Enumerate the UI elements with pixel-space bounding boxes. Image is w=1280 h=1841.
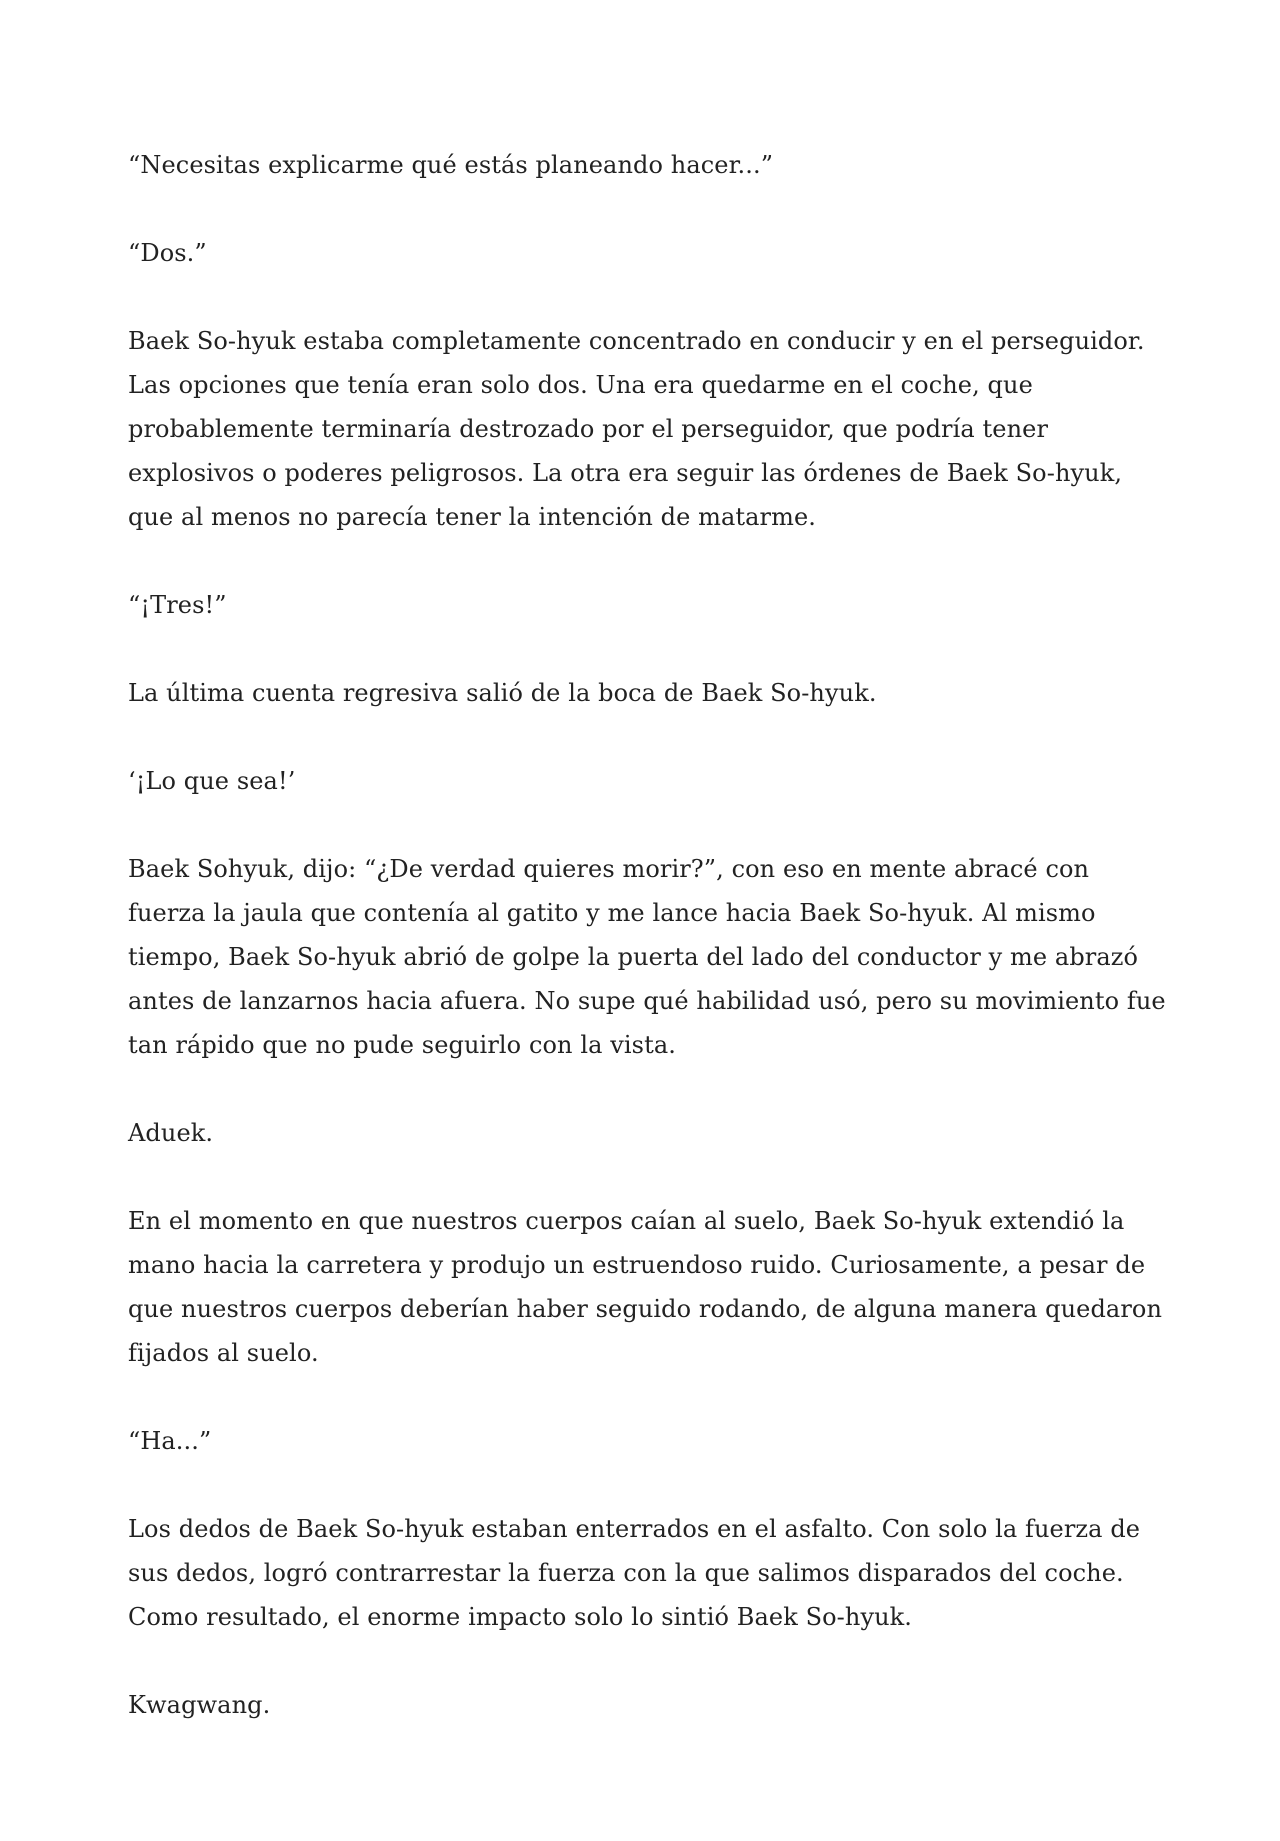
paragraph-dialogue-explain: “Necesitas explicarme qué estás planeando hacer...” [128,151,774,179]
paragraph-narration-options: Baek So-hyuk estaba completamente concentrado en conducir y en el perseguidor. Las opciones que tenía eran solo dos. Una era quedarme en el coche, que probablemente terminaría destrozado por el perseguidor, que podría tener explosivos o poderes peligrosos. La otra era seguir las órdenes de Baek So-hyuk, que al menos no parecía tener la intención de matarme. [128,327,1145,531]
paragraph-dialogue-ha: “Ha...” [128,1427,212,1455]
paragraph-dialogue-two: “Dos.” [128,239,207,267]
paragraph-narration-countdown: La última cuenta regresiva salió de la boca de Baek So-hyuk. [128,679,877,707]
paragraph-narration-asphalt: Los dedos de Baek So-hyuk estaban enterrados en el asfalto. Con solo la fuerza de sus dedos, logró contrarrestar la fuerza con la que salimos disparados del coche. Como resultado, el enorme impacto solo lo sintió Baek So-hyuk. [128,1515,1141,1631]
paragraph-thought-whatever: ‘¡Lo que sea!’ [128,767,296,795]
paragraph-sound-aduek: Aduek. [128,1119,214,1147]
paragraph-sound-kwagwang: Kwagwang. [128,1691,271,1719]
paragraph-narration-jump: Baek Sohyuk, dijo: “¿De verdad quieres morir?”, con eso en mente abracé con fuerza la jaula que contenía al gatito y me lance hacia Baek So-hyuk. Al mismo tiempo, Baek So-hyuk abrió de golpe la puerta del lado del conductor y me abrazó antes de lanzarnos hacia afuera. No supe qué habilidad usó, pero su movimiento fue tan rápido que no pude seguirlo con la vista. [128,855,1166,1059]
document-body [128,143,1168,1771]
paragraph-narration-fall: En el momento en que nuestros cuerpos caían al suelo, Baek So-hyuk extendió la mano hacia la carretera y produjo un estruendoso ruido. Curiosamente, a pesar de que nuestros cuerpos deberían haber seguido rodando, de alguna manera quedaron fijados al suelo. [128,1207,1163,1367]
paragraph-dialogue-three: “¡Tres!” [128,591,227,619]
